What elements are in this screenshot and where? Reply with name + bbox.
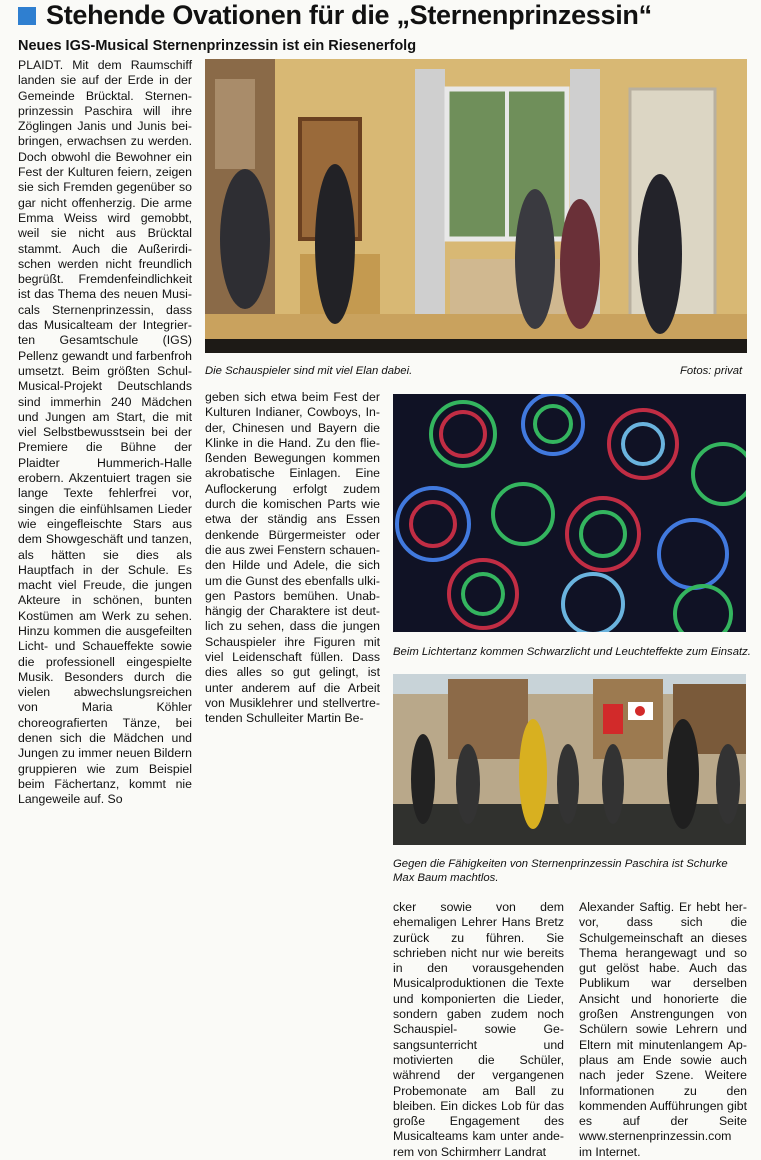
column-3-text: cker sowie von dem ehemaligen Lehrer Hans Bretz zurück zu führen. Sie schrieben nicht nur wie bereits in den vorausgehenden Musicalproduktionen die Texte und komponierten die Lieder, sondern gaben zudem noch Schauspiel- sowie Gesangsunterricht und motivierten die Schüler, während der vergangenen Probemonate am Ball zu bleiben. Ein dickes Lob für das große Engagement des Musicalteams kam unter anderem von Schirmherr Landrat xyxy=(393,900,564,1159)
photo-light-dance xyxy=(393,394,746,632)
title-square-icon xyxy=(18,7,36,25)
article-subtitle: Neues IGS-Musical Sternenprinzessin ist ein Riesenerfolg xyxy=(18,38,417,54)
article-title: Stehende Ovationen für die „Sternenprinzessin“ xyxy=(46,0,652,30)
text-column-1 xyxy=(18,58,192,808)
column-4-text: Alexander Saftig. Er hebt hervor, dass sich die Schulgemeinschaft an dieses Thema herangewagt und so gut gelöst habe. Auch das Publikum war derselben Ansicht und honorierte die großen Anstrengungen von Schülern sowie Lehrern und Eltern mit minutenlangem Applaus am Ende sowie auch nach jeder Szene. Weitere Informationen zu den kommenden Aufführungen gibt es auf der Seite www.sternenprinzessin.com im Internet. xyxy=(579,900,747,1159)
caption-photo-2: Beim Lichtertanz kommen Schwarzlicht und Leuchteffekte zum Einsatz. xyxy=(393,646,751,658)
caption-photo-1: Die Schauspieler sind mit viel Elan dabei. xyxy=(205,365,413,377)
caption-photo-3: Gegen die Fähigkeiten von Sternenprinzessin Paschira ist Schurke Max Baum machtlos. xyxy=(393,858,728,884)
text-column-2 xyxy=(205,390,380,727)
column-2-text: geben sich etwa beim Fest der Kulturen Indianer, Cowboys, Inder, Chinesen und Bayern die Klinke in die Hand. Zu den fließenden Bewegungen kommen akrobatische Einlagen. Eine Auflockerung erfolgt zudem durch die komischen Parts wie etwa der ständig ans Essen denkende Bürgermeister oder die aus zwei Fenstern schauenden Hilde und Adele, die sich um die Gunst des ebenfalls ulkigen Pastors bemühen. Unabhängig der Charaktere ist deutlich zu sehen, dass die jungen Schauspieler ihre Figuren mit viel Leidenschaft füllen. Dass dies alles so gut gelingt, ist unter anderem auf die Arbeit von Musiklehrer und stellvertretenden Schulleiter Martin Be- xyxy=(205,390,380,726)
photo-stage-scene xyxy=(205,59,747,353)
text-column-3 xyxy=(393,900,564,1160)
text-column-4 xyxy=(579,900,747,1160)
photo-villain-scene xyxy=(393,674,746,845)
photo-credit: Fotos: privat xyxy=(680,365,743,377)
column-1-text: PLAIDT. Mit dem Raumschiff landen sie auf der Erde in der Gemeinde Brücktal. Sternenprinzessin Paschira will ihre Zöglingen Janis und Junis beibringen, erwachsen zu werden. Doch obwohl die Bewohner ein Fest der Kulturen feiern, zeigen sie sich Fremden gegenüber so gar nicht offenherzig. Die arme Emma Weiss wird gemobbt, weil sie nicht aus Brücktal stammt. Auch die Außerirdischen werden nicht freundlich begrüßt. Fremdenfeindlichkeit ist das Thema des neuen Musicals Sternenprinzessin, dass das Musicalteam der Integrierten Gesamtschule (IGS) Pellenz gewandt und farbenfroh umsetzt. Beim größten Schul-Musical-Projekt Deutschlands sind immerhin 240 Mädchen und Jungen am Start, die mit viel Selbstbewusstsein bei der Premiere die Bühne der Plaidter Hummerich-Halle erobern. Akzentuiert tragen sie lange Texte fehlerfrei vor, singen die einfühlsamen Lieder wie eingefleischte Stars aus dem Showgeschäft und tanzen, als hätten sie dies als Hauptfach in der Schule. Es macht viel Freude, die jungen Akteure in schönen, bunten Kostümen am Werk zu sehen. Hinzu kommen die ausgefeilten Licht- und Schaueffekte sowie die professionell eingespielte Musik. Besonders durch die vielen abwechslungsreichen von Maria Köhler choreografierten Tänze, bei denen sich die Mädchen und Jungen zu immer neuen Bildern gruppieren wie zum Beispiel beim Fächertanz, kommt nie Langeweile auf. So xyxy=(18,58,192,807)
